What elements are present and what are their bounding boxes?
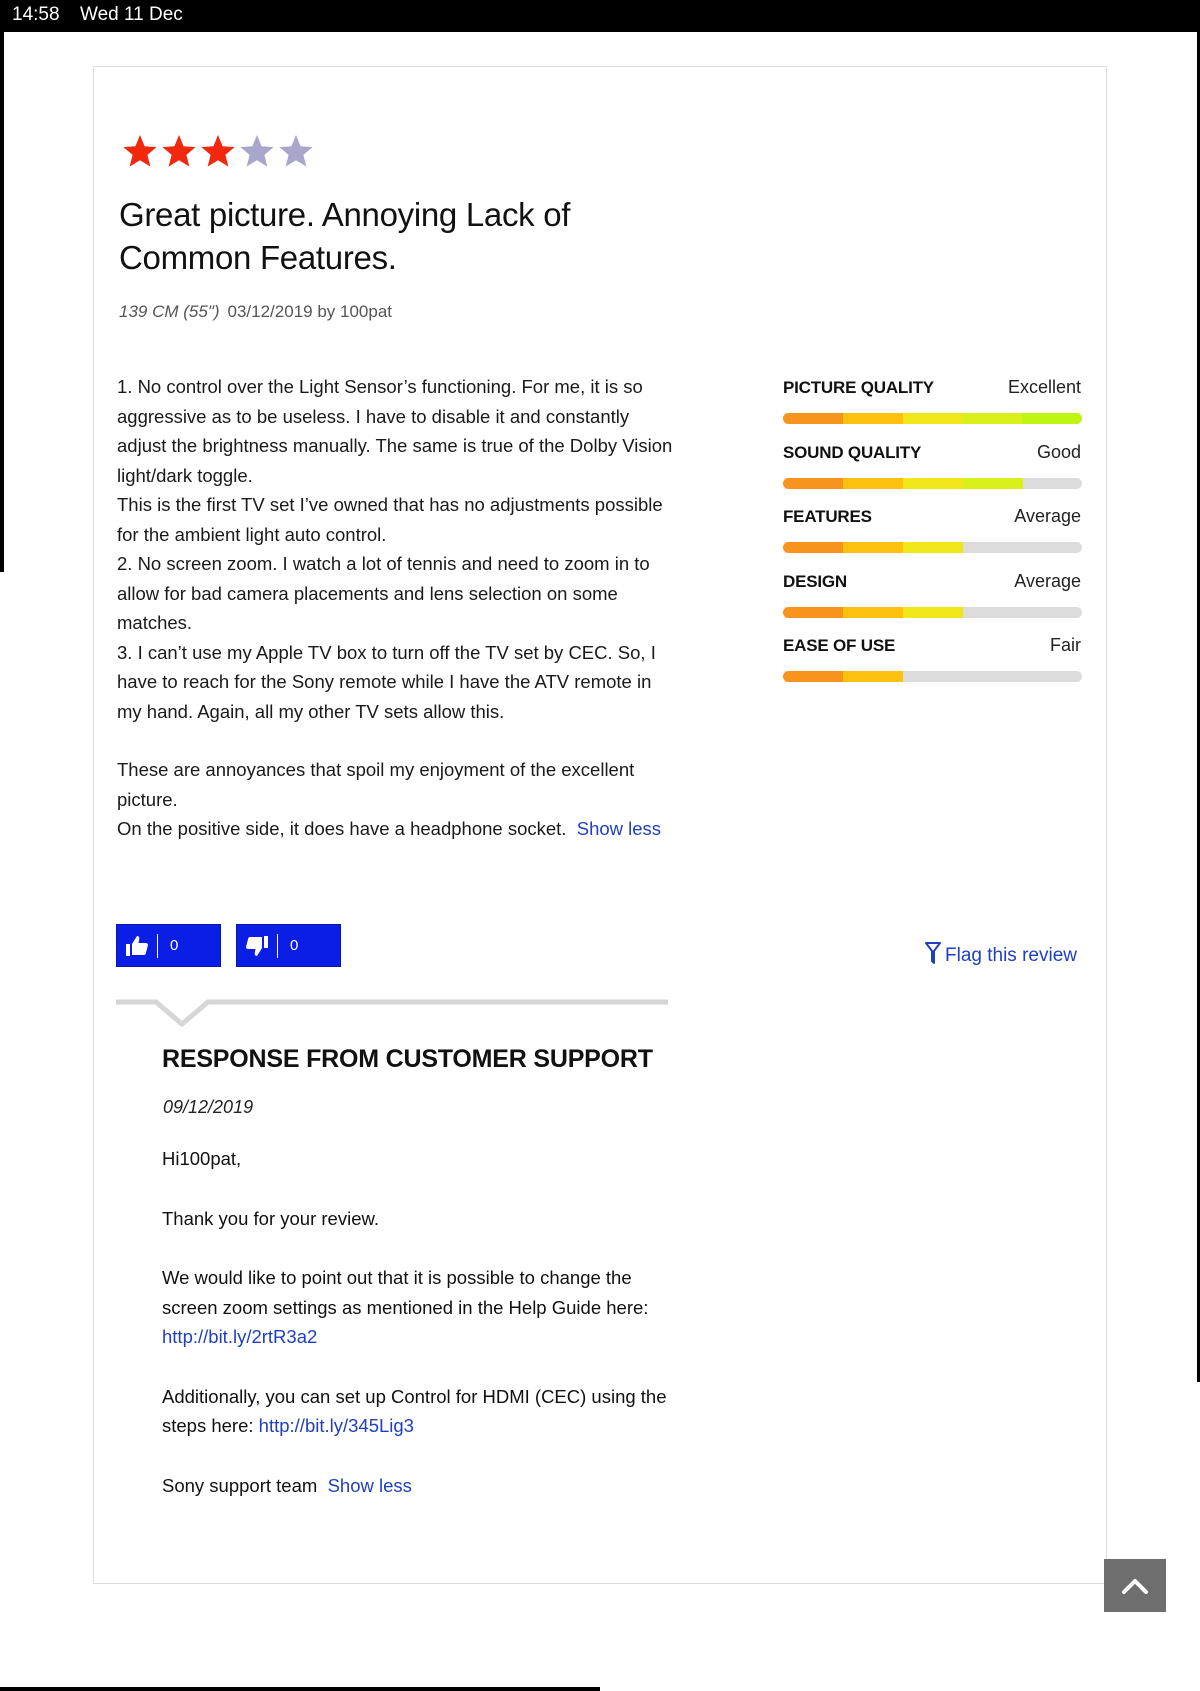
rating-bar-segment bbox=[783, 607, 843, 618]
response-body bbox=[162, 1144, 682, 1530]
rating-bar-segment bbox=[843, 671, 903, 682]
review-paragraph: 3. I can’t use my Apple TV box to turn off the TV set by CEC. So, I have to reach for the Sony remote while I have the ATV remote in my hand. Again, all my other TV sets allow this. bbox=[117, 641, 656, 722]
rating-bar-segment bbox=[843, 413, 903, 424]
rating-row bbox=[783, 372, 1083, 437]
rating-value: Average bbox=[1014, 570, 1081, 591]
review-last-line: On the positive side, it does have a headphone socket. bbox=[117, 818, 567, 839]
status-time: 14:58 bbox=[12, 4, 60, 25]
review-paragraph: This is the first TV set I’ve owned that has no adjustments possible for the ambient light auto control. bbox=[117, 494, 663, 545]
rating-bar-segment bbox=[962, 413, 1022, 424]
response-thanks: Thank you for your review. bbox=[162, 1207, 379, 1229]
vote-separator bbox=[277, 934, 278, 958]
vote-separator bbox=[157, 934, 158, 958]
response-title: RESPONSE FROM CUSTOMER SUPPORT bbox=[162, 1045, 653, 1073]
rating-row bbox=[783, 630, 1083, 695]
screen-edge-bottom bbox=[0, 1687, 600, 1691]
unhelpful-button[interactable] bbox=[236, 924, 341, 967]
flag-review-link[interactable] bbox=[925, 942, 1077, 967]
rating-label: SOUND QUALITY bbox=[783, 442, 922, 462]
show-less-link[interactable]: Show less bbox=[576, 818, 662, 839]
rating-bar-segment bbox=[783, 542, 843, 553]
flag-icon bbox=[925, 942, 941, 964]
rating-bar-segment bbox=[783, 478, 843, 489]
rating-bar-segment bbox=[783, 413, 843, 424]
rating-bar-segment bbox=[843, 478, 903, 489]
rating-bar-segment bbox=[963, 478, 1023, 489]
rating-bar bbox=[783, 542, 1082, 553]
rating-bar bbox=[783, 478, 1082, 489]
rating-bar-segment bbox=[843, 542, 903, 553]
response-divider bbox=[116, 997, 668, 1027]
review-paragraph: These are annoyances that spoil my enjoyment of the excellent picture. bbox=[117, 759, 635, 810]
screen-edge-left bbox=[0, 32, 4, 572]
rating-bar-segment bbox=[903, 607, 963, 618]
rating-bar-segment bbox=[903, 413, 963, 424]
help-guide-link[interactable]: http://bit.ly/2rtR3a2 bbox=[162, 1326, 318, 1347]
response-greeting: Hi100pat, bbox=[162, 1148, 242, 1169]
rating-breakdown bbox=[783, 372, 1083, 695]
rating-bar-segment bbox=[903, 478, 963, 489]
review-body bbox=[117, 372, 677, 844]
helpful-button[interactable] bbox=[116, 924, 221, 967]
review-paragraph: 1. No control over the Light Sensor’s functioning. For me, it is so aggressive as to be useless. I have to disable it and constantly adjust the brightness manually. The same is true of the Dolby Vision light/dark toggle. bbox=[117, 376, 673, 486]
rating-bar-segment bbox=[1022, 413, 1082, 424]
status-bar bbox=[0, 0, 1200, 32]
rating-bar-segment bbox=[903, 542, 963, 553]
star-filled-icon bbox=[121, 133, 160, 171]
rating-row bbox=[783, 566, 1083, 631]
response-date: 09/12/2019 bbox=[163, 1097, 254, 1117]
rating-bar-segment bbox=[783, 671, 843, 682]
rating-label: PICTURE QUALITY bbox=[783, 378, 934, 397]
cec-steps-link[interactable]: http://bit.ly/345Lig3 bbox=[258, 1415, 414, 1436]
rating-row bbox=[783, 501, 1083, 566]
review-paragraph: 2. No screen zoom. I watch a lot of tennis and need to zoom in to allow for bad camera placements and lens selection on some matches. bbox=[117, 553, 650, 633]
review-last-paragraph bbox=[117, 814, 677, 844]
star-filled-icon bbox=[199, 133, 238, 171]
review-title: Great picture. Annoying Lack of Common Features. bbox=[119, 196, 571, 276]
thumbs-up-icon bbox=[117, 925, 157, 967]
rating-row bbox=[783, 437, 1083, 502]
response-show-less-link[interactable]: Show less bbox=[327, 1474, 412, 1496]
rating-value: Average bbox=[1014, 506, 1081, 526]
rating-bar bbox=[783, 607, 1082, 618]
review-date: 03/12/2019 bbox=[227, 302, 313, 321]
response-zoom-text: We would like to point out that it is possible to change the screen zoom settings as mentioned in the Help Guide here: bbox=[162, 1267, 649, 1318]
rating-value: Good bbox=[1036, 441, 1081, 462]
response-zoom-paragraph bbox=[162, 1263, 682, 1352]
paragraph-gap bbox=[117, 726, 677, 755]
star-rating bbox=[121, 133, 316, 173]
rating-bar bbox=[783, 413, 1082, 424]
review-meta bbox=[119, 302, 392, 322]
rating-value: Fair bbox=[1050, 635, 1081, 655]
back-to-top-button[interactable] bbox=[1104, 1559, 1166, 1612]
response-signoff: Sony support team bbox=[162, 1474, 318, 1496]
thumbs-down-icon bbox=[237, 925, 277, 967]
rating-label: EASE OF USE bbox=[783, 636, 896, 655]
helpful-count: 0 bbox=[170, 937, 179, 954]
rating-bar bbox=[783, 671, 1082, 682]
response-cec-paragraph bbox=[162, 1382, 682, 1441]
star-empty-icon bbox=[238, 133, 277, 171]
star-empty-icon bbox=[277, 133, 316, 171]
rating-label: DESIGN bbox=[783, 571, 847, 591]
tv-size: 139 CM (55") bbox=[119, 302, 220, 321]
rating-value: Excellent bbox=[1007, 377, 1081, 397]
review-author: by 100pat bbox=[317, 302, 393, 321]
status-date: Wed 11 Dec bbox=[80, 4, 183, 25]
chevron-up-icon bbox=[1120, 1577, 1150, 1595]
flag-label: Flag this review bbox=[945, 945, 1077, 966]
rating-bar-segment bbox=[843, 607, 903, 618]
unhelpful-count: 0 bbox=[290, 937, 299, 954]
star-filled-icon bbox=[160, 133, 199, 171]
rating-label: FEATURES bbox=[783, 507, 872, 526]
response-signoff-paragraph bbox=[162, 1471, 682, 1501]
response-cec-text: Additionally, you can set up Control for HDMI (CEC) using the steps here: bbox=[162, 1385, 667, 1436]
